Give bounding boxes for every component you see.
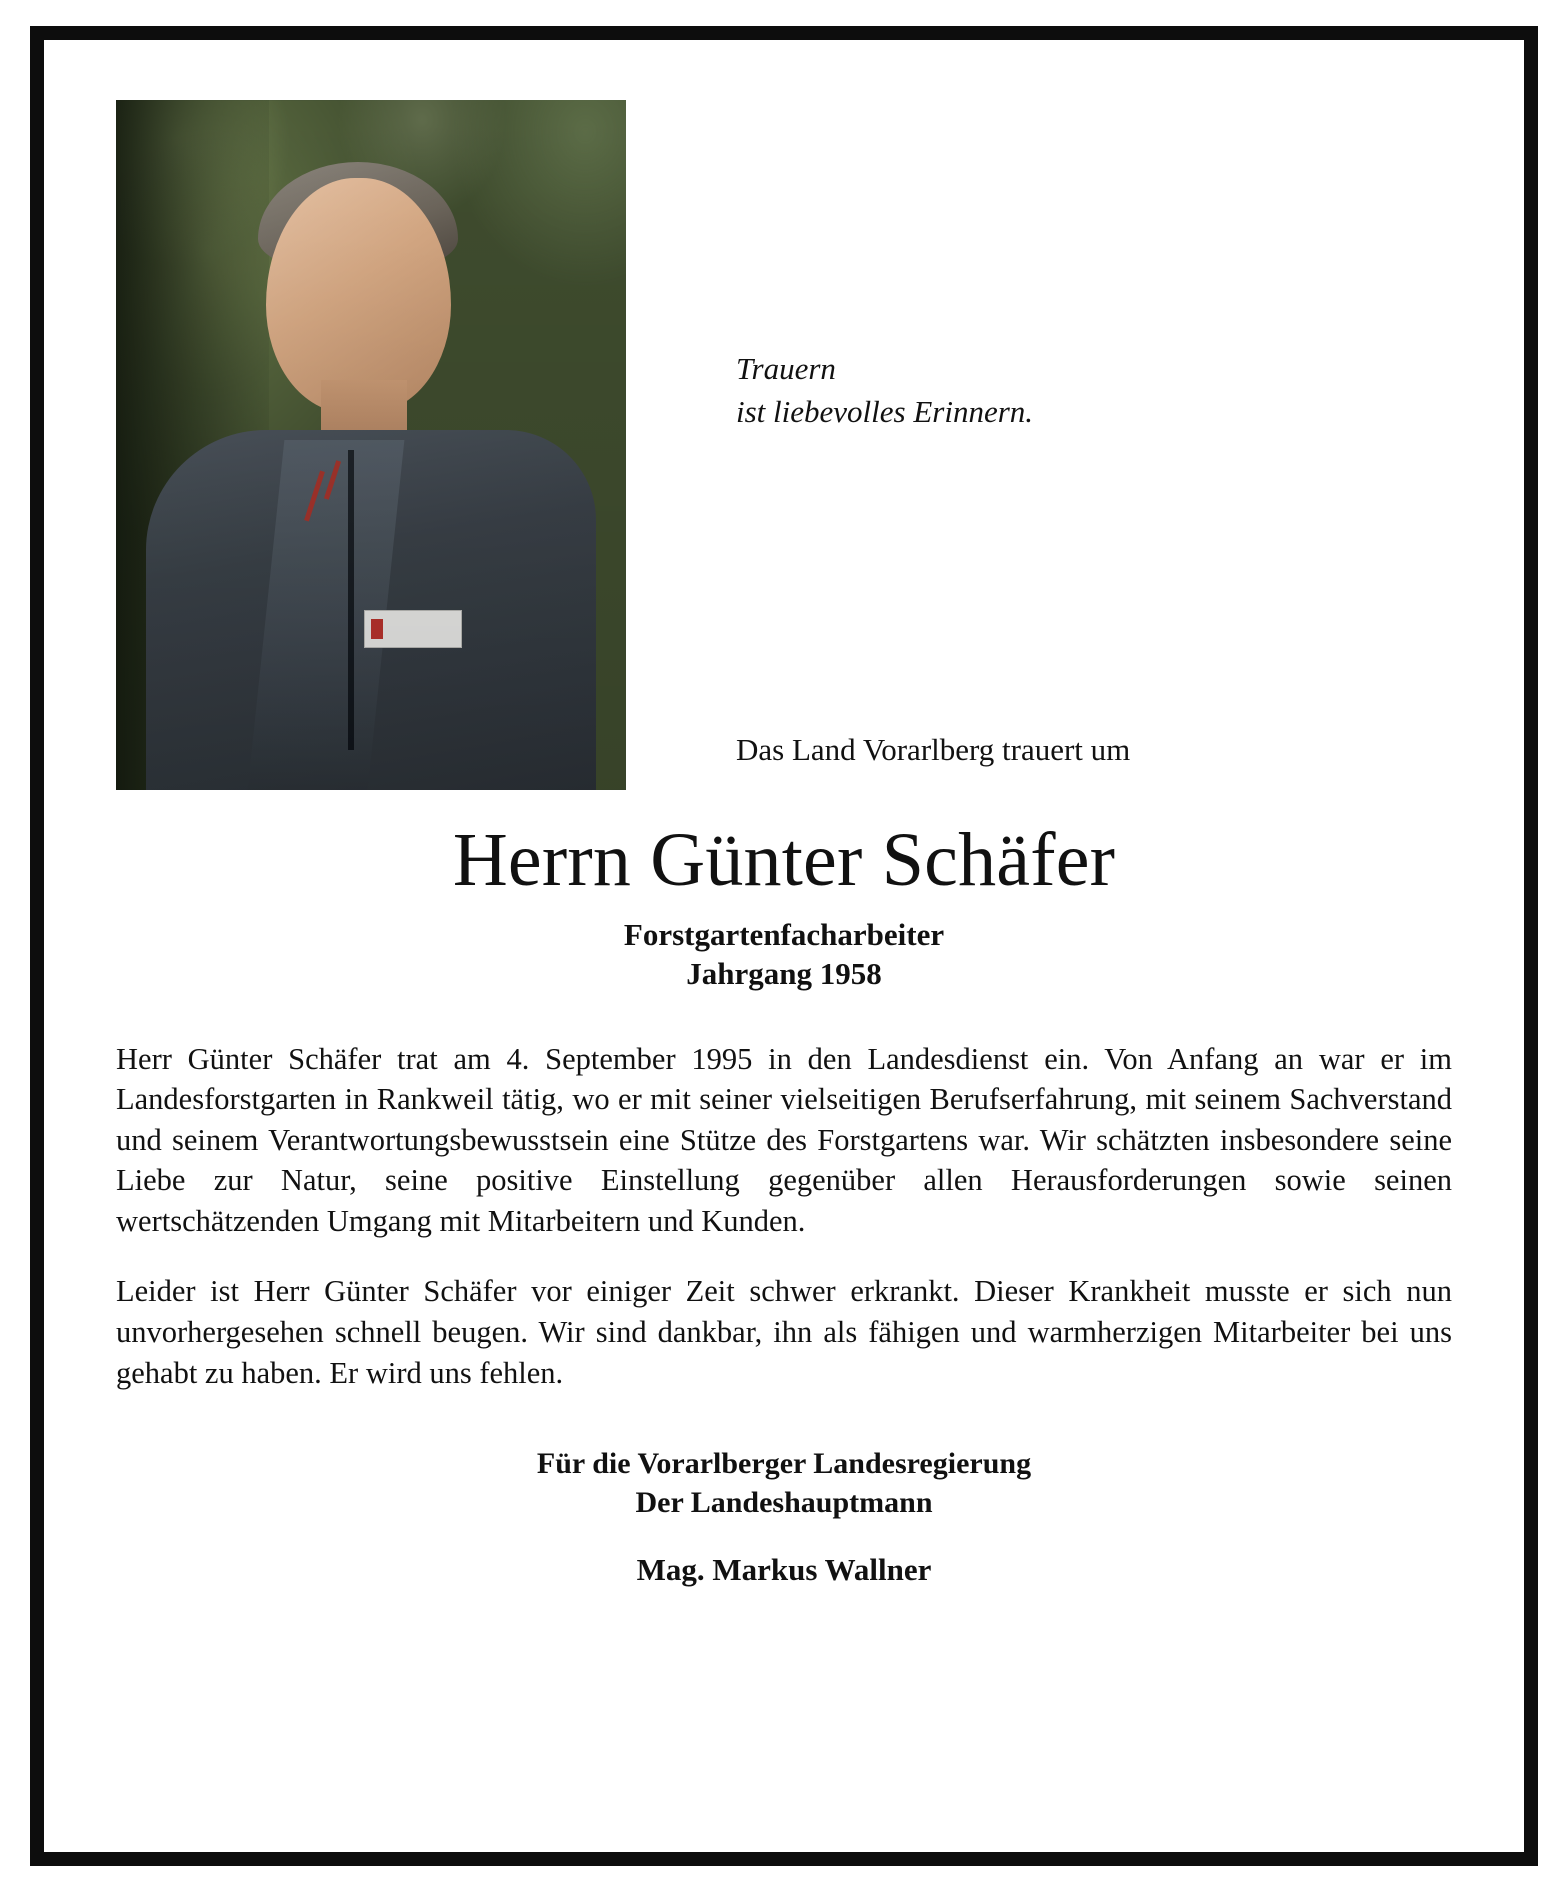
photo-container: [116, 100, 626, 790]
intro-text: Das Land Vorarlberg trauert um: [736, 732, 1131, 767]
signature-name: Mag. Markus Wallner: [636, 1551, 932, 1587]
motto: [736, 348, 1452, 434]
portrait-photo: [116, 100, 626, 790]
signature-block: [116, 1445, 1452, 1589]
obituary-inner: [44, 40, 1524, 1852]
body-text: [116, 1039, 1452, 1394]
deceased-role: Forstgartenfacharbeiter: [623, 916, 945, 952]
body-paragraph-2: Leider ist Herr Günter Schäfer vor einiger Zeit schwer erkrankt. Dieser Krankheit musste er sich nun unvorhergesehen schnell beugen. Wir sind dankbar, ihn als fähigen und warmherzigen Mitarbeiter bei uns gehabt zu haben. Er wird uns fehlen.: [116, 1274, 1452, 1390]
signature-line-2: Der Landeshauptmann: [635, 1485, 933, 1519]
body-paragraph-1: Herr Günter Schäfer trat am 4. September 1995 in den Landesdienst ein. Von Anfang an war er im Landesforstgarten in Rankweil tätig, wo er mit seiner vielseitigen Berufserfahrung, mit seinem Sachverstand und seinem Verantwortungsbewusstsein eine Stütze des Forstgartens war. Wir schätzten insbesondere seine Liebe zur Natur, seine positive Einstellung gegenüber allen Herausforderungen sowie seinen wertschätzenden Umgang mit Mitarbeitern und Kunden.: [116, 1041, 1452, 1238]
obituary-card: [30, 26, 1538, 1866]
motto-line-2: ist liebevolles Erinnern.: [736, 393, 1034, 429]
portrait-head: [266, 178, 451, 413]
motto-line-1: Trauern: [736, 351, 836, 386]
deceased-birth-year: Jahrgang 1958: [686, 955, 882, 991]
signature-line-1: Für die Vorarlberger Landesregierung: [536, 1447, 1032, 1481]
top-section: [116, 100, 1452, 790]
deceased-name: Herrn Günter Schäfer: [452, 818, 1116, 902]
jacket-logo-patch: [364, 610, 462, 648]
top-right-column: [626, 100, 1452, 790]
jacket-zipper: [348, 450, 354, 750]
